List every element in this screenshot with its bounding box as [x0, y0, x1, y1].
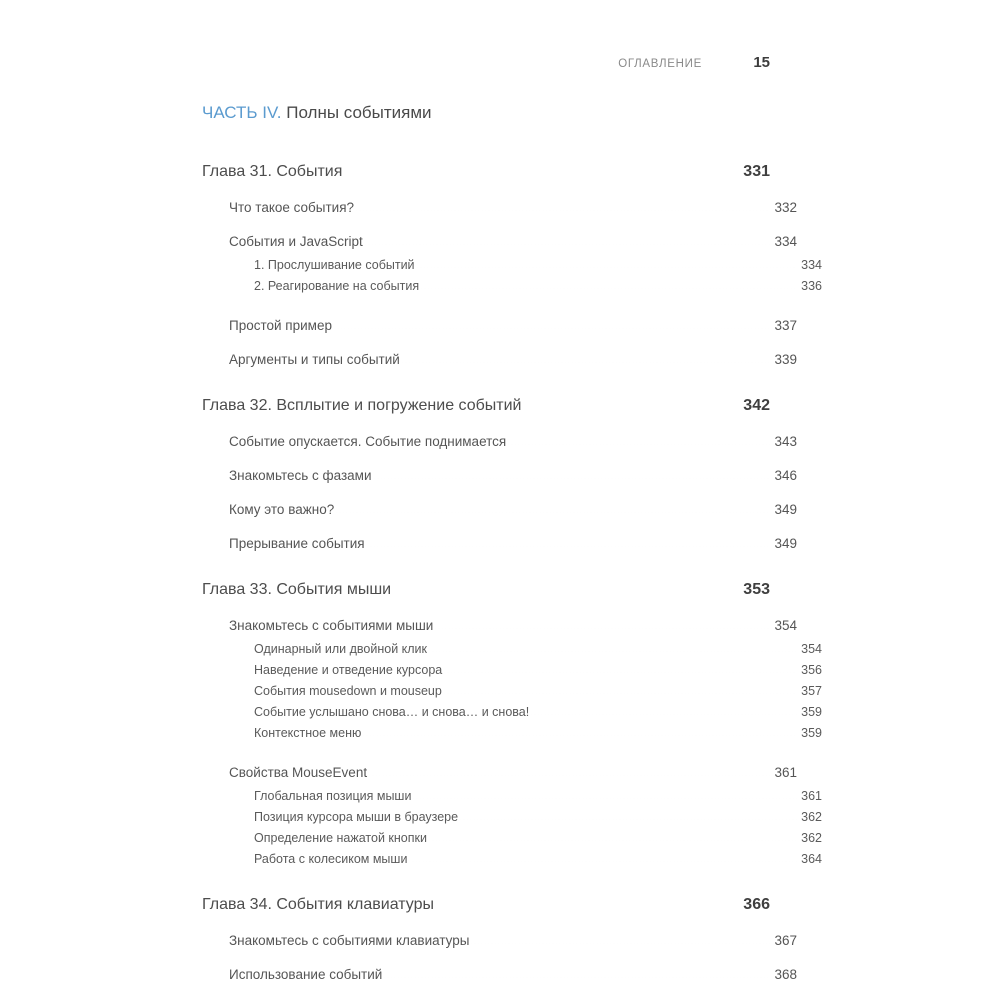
- toc-entry-title: Глава 34. События клавиатуры: [202, 896, 434, 913]
- toc-entry-title: События mousedown и mouseup: [254, 684, 442, 698]
- toc-entry-level-3[interactable]: [254, 635, 822, 656]
- toc-dot-leader: [420, 288, 797, 289]
- toc-entry-level-2[interactable]: [229, 215, 797, 249]
- toc-entry-level-3[interactable]: [254, 272, 822, 293]
- toc-entry-page-number: 346: [774, 468, 797, 483]
- toc-entry-level-1[interactable]: [202, 143, 770, 181]
- toc-entry-level-1[interactable]: [202, 561, 770, 599]
- toc-dot-leader: [362, 735, 797, 736]
- toc-entry-title: 1. Прослушивание событий: [254, 258, 415, 272]
- toc-entry-level-2[interactable]: [229, 181, 797, 215]
- toc-entry-level-2[interactable]: [229, 299, 797, 333]
- toc-entry-title: Позиция курсора мыши в браузере: [254, 810, 459, 824]
- toc-entry-page-number: 367: [774, 933, 797, 948]
- toc-dot-leader: [507, 444, 770, 445]
- toc-entry-level-2[interactable]: [229, 746, 797, 780]
- toc-entry-page-number: 343: [774, 434, 797, 449]
- toc-entry-title: Глобальная позиция мыши: [254, 789, 412, 803]
- toc-entry-level-3[interactable]: [254, 698, 822, 719]
- table-of-contents: [202, 143, 822, 982]
- toc-entry-page-number: 368: [774, 967, 797, 982]
- toc-entry-page-number: 334: [801, 258, 822, 272]
- toc-entry-page-number: 361: [774, 765, 797, 780]
- toc-entry-page-number: 339: [774, 352, 797, 367]
- toc-entry-page-number: 359: [801, 726, 822, 740]
- toc-entry-page-number: 332: [774, 200, 797, 215]
- toc-entry-level-3[interactable]: [254, 719, 822, 740]
- toc-entry-level-2[interactable]: [229, 415, 797, 449]
- toc-entry-level-1[interactable]: [202, 876, 770, 914]
- toc-entry-page-number: 337: [774, 318, 797, 333]
- toc-entry-page-number: 334: [774, 234, 797, 249]
- toc-dot-leader: [366, 546, 770, 547]
- toc-entry-page-number: 361: [801, 789, 822, 803]
- toc-entry-page-number: 362: [801, 810, 822, 824]
- toc-entry-level-2[interactable]: [229, 333, 797, 367]
- toc-dot-leader: [335, 512, 770, 513]
- toc-entry-title: Использование событий: [229, 967, 383, 982]
- toc-entry-level-2[interactable]: [229, 914, 797, 948]
- toc-entry-page-number: 357: [801, 684, 822, 698]
- part-label: ЧАСТЬ IV.: [202, 103, 282, 122]
- toc-entry-level-3[interactable]: [254, 782, 822, 803]
- toc-entry-page-number: 353: [743, 581, 770, 598]
- toc-entry-level-3[interactable]: [254, 677, 822, 698]
- toc-entry-title: 2. Реагирование на события: [254, 279, 420, 293]
- toc-entry-page-number: 356: [801, 663, 822, 677]
- part-title: Полны событиями: [286, 103, 432, 122]
- toc-entry-title: События и JavaScript: [229, 234, 363, 249]
- toc-entry-level-2[interactable]: [229, 517, 797, 551]
- toc-entry-page-number: 331: [743, 163, 770, 180]
- toc-dot-leader: [392, 593, 739, 594]
- running-header: [200, 54, 770, 71]
- toc-entry-page-number: 349: [774, 502, 797, 517]
- part-heading: [202, 103, 432, 123]
- toc-entry-level-3[interactable]: [254, 845, 822, 866]
- toc-entry-title: Прерывание события: [229, 536, 365, 551]
- toc-dot-leader: [333, 328, 770, 329]
- toc-entry-level-3[interactable]: [254, 656, 822, 677]
- toc-entry-title: Свойства MouseEvent: [229, 765, 368, 780]
- toc-entry-title: Аргументы и типы событий: [229, 352, 400, 367]
- toc-entry-level-2[interactable]: [229, 483, 797, 517]
- toc-dot-leader: [435, 908, 739, 909]
- toc-dot-leader: [412, 798, 797, 799]
- toc-entry-title: Глава 31. События: [202, 163, 343, 180]
- toc-dot-leader: [343, 175, 739, 176]
- toc-entry-title: Кому это важно?: [229, 502, 335, 517]
- toc-entry-level-3[interactable]: [254, 824, 822, 845]
- toc-dot-leader: [459, 819, 797, 820]
- toc-entry-title: Знакомьтесь с фазами: [229, 468, 372, 483]
- toc-entry-title: Контекстное меню: [254, 726, 362, 740]
- toc-entry-title: Определение нажатой кнопки: [254, 831, 427, 845]
- toc-entry-title: Наведение и отведение курсора: [254, 663, 443, 677]
- toc-dot-leader: [408, 861, 797, 862]
- toc-entry-title: Одинарный или двойной клик: [254, 642, 427, 656]
- toc-dot-leader: [443, 693, 797, 694]
- toc-entry-level-2[interactable]: [229, 449, 797, 483]
- toc-entry-page-number: 354: [774, 618, 797, 633]
- toc-entry-level-1[interactable]: [202, 377, 770, 415]
- toc-dot-leader: [443, 672, 797, 673]
- toc-entry-page-number: 359: [801, 705, 822, 719]
- toc-dot-leader: [401, 362, 770, 363]
- toc-dot-leader: [428, 840, 797, 841]
- toc-entry-level-2[interactable]: [229, 599, 797, 633]
- toc-dot-leader: [416, 267, 797, 268]
- toc-entry-title: Знакомьтесь с событиями мыши: [229, 618, 434, 633]
- toc-entry-level-2[interactable]: [229, 948, 797, 982]
- running-header-title: ОГЛАВЛЕНИЕ: [618, 58, 702, 70]
- toc-dot-leader: [368, 775, 770, 776]
- page-folio-number: 15: [753, 54, 770, 71]
- toc-entry-page-number: 336: [801, 279, 822, 293]
- toc-entry-page-number: 354: [801, 642, 822, 656]
- toc-entry-title: Знакомьтесь с событиями клавиатуры: [229, 933, 470, 948]
- toc-entry-title: Что такое события?: [229, 200, 355, 215]
- toc-entry-level-3[interactable]: [254, 803, 822, 824]
- toc-entry-title: Событие опускается. Событие поднимается: [229, 434, 507, 449]
- toc-dot-leader: [470, 943, 770, 944]
- toc-dot-leader: [383, 977, 770, 978]
- toc-entry-title: Простой пример: [229, 318, 332, 333]
- toc-entry-title: Глава 32. Всплытие и погружение событий: [202, 397, 522, 414]
- toc-dot-leader: [522, 409, 739, 410]
- toc-dot-leader: [364, 244, 770, 245]
- toc-entry-page-number: 349: [774, 536, 797, 551]
- toc-entry-level-3[interactable]: [254, 251, 822, 272]
- toc-dot-leader: [373, 478, 770, 479]
- toc-entry-title: Глава 33. События мыши: [202, 581, 392, 598]
- toc-entry-page-number: 364: [801, 852, 822, 866]
- toc-entry-page-number: 366: [743, 896, 770, 913]
- toc-dot-leader: [434, 628, 770, 629]
- toc-entry-title: Работа с колесиком мыши: [254, 852, 408, 866]
- toc-dot-leader: [355, 210, 770, 211]
- toc-entry-page-number: 342: [743, 397, 770, 414]
- toc-entry-title: Событие услышано снова… и снова… и снова!: [254, 705, 530, 719]
- toc-entry-page-number: 362: [801, 831, 822, 845]
- toc-dot-leader: [428, 651, 797, 652]
- toc-dot-leader: [530, 714, 797, 715]
